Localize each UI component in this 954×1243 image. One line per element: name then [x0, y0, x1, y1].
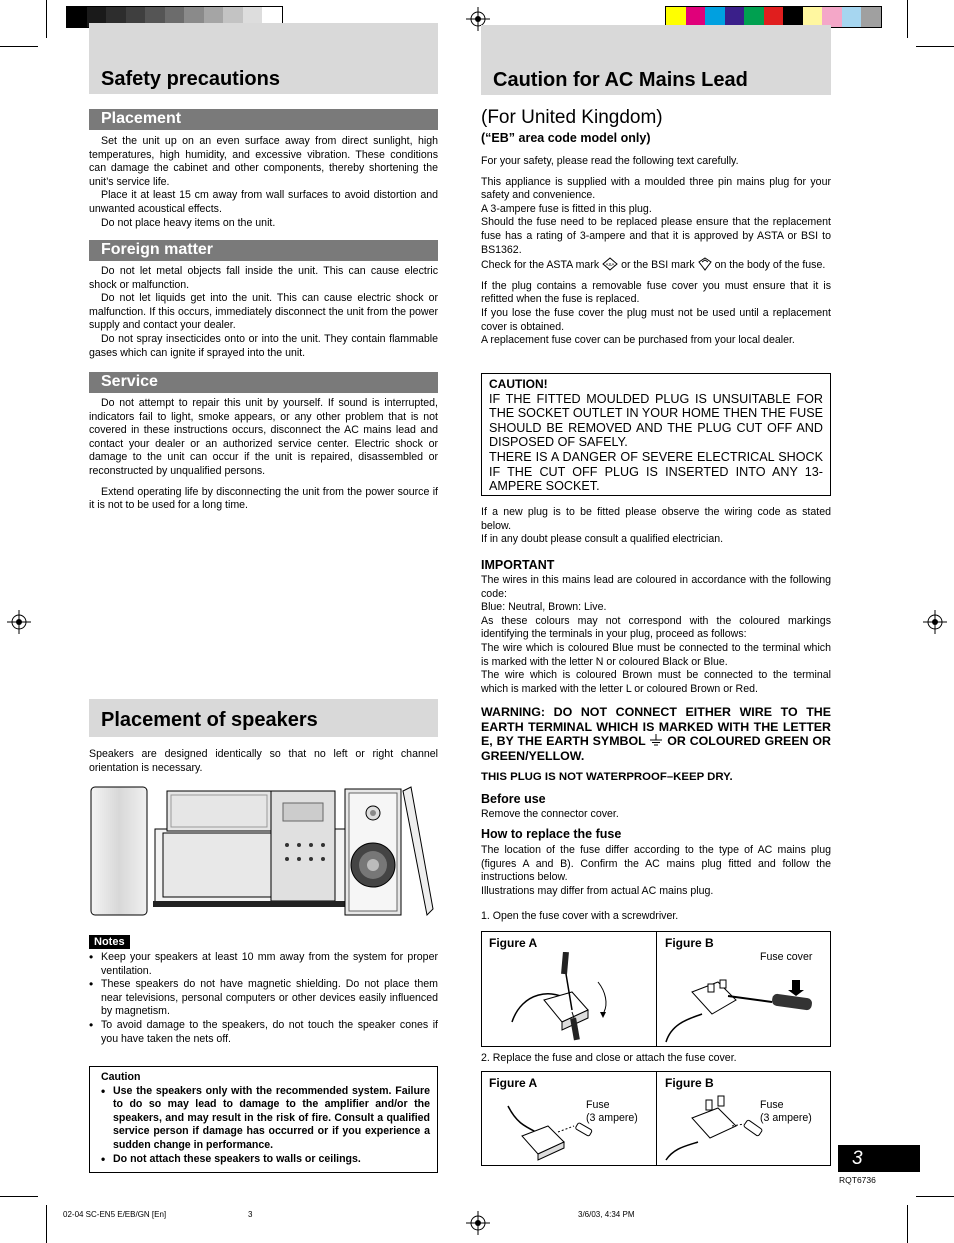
foreign-p1: Do not let metal objects fall inside the unit. This can cause electric shock or malfunction. — [89, 265, 438, 291]
figure-b-label-2: Figure B — [665, 1076, 714, 1090]
foreign-matter-heading: Foreign matter — [89, 240, 438, 261]
fuse-a-line1: Fuse — [586, 1099, 610, 1111]
earth-warning-b: OR COLOURED GREEN OR GREEN/YELLOW. — [481, 734, 832, 763]
color-swatch-11 — [861, 7, 881, 27]
gray-swatch-1 — [67, 7, 87, 27]
plug-screwdriver-b-illustration — [662, 962, 828, 1046]
ac-p-new1: If a new plug is to be fitted please observe the wiring code as stated below. — [481, 506, 831, 532]
ac-check-c: on the body of the fuse. — [714, 259, 826, 272]
bsi-kitemark-icon — [698, 257, 712, 271]
color-swatch-9 — [822, 7, 842, 27]
plug-caution-p2: THERE IS A DANGER OF SEVERE ELECTRICAL SHOCK IF THE CUT OFF PLUG IS INSERTED INTO ANY 13-AMPERE SOCKET. — [489, 449, 823, 494]
ac-p-cover3: A replacement fuse cover can be purchased from your local dealer. — [481, 334, 795, 347]
ac-subtitle: (For United Kingdom) — [481, 107, 663, 128]
color-swatch-1 — [666, 7, 686, 27]
color-swatch-7 — [783, 7, 803, 27]
color-swatch-2 — [686, 7, 706, 27]
asta-mark-icon — [602, 257, 618, 271]
ac-title: Caution for AC Mains Lead — [493, 69, 748, 91]
color-swatch-6 — [764, 7, 784, 27]
speaker-caution-content — [101, 1071, 430, 1166]
ac-intro-text — [481, 155, 831, 348]
plug-caution-title: CAUTION! — [489, 377, 548, 391]
ac-check-a: Check for the ASTA mark — [481, 259, 600, 272]
ac-check-b: or the BSI mark — [621, 259, 695, 272]
plug-caution-box — [481, 373, 831, 496]
speaker-notes — [89, 951, 438, 1046]
important-p1: The wires in this mains lead are coloured in accordance with the following code: — [481, 574, 831, 600]
ac-p-cover2: If you lose the fuse cover the plug must not be used until a replacement cover is obtained. — [481, 306, 831, 333]
speaker-note-2: • These speakers do not have magnetic shielding. Do not place them near televisions, personal computers or other devices easily influenced by magnetism. — [101, 978, 438, 1019]
step-1: 1. Open the fuse cover with a screwdriver. — [481, 910, 679, 922]
plug-caution-p1: IF THE FITTED MOULDED PLUG IS UNSUITABLE FOR THE SOCKET OUTLET IN YOUR HOME THEN THE FUSE SHOULD BE REMOVED AND THE PLUG CUT OFF AND DISPOSED OF SAFELY. — [489, 391, 823, 450]
replace-fuse-heading: How to replace the fuse — [481, 827, 622, 841]
ac-p-replace: Should the fuse need to be replaced please ensure that the replacement fuse has a rating of 3-ampere and that it is approved by ASTA or BSI to BS1362. — [481, 216, 831, 256]
speaker-caution-item-1: • Use the speakers only with the recommended system. Failure to do so may lead to damage to the amplifier and/or the speakers, and may result in the risk of fire. Consult a qualified service person if damage has occurred or if you experience a sudden change in performance. — [113, 1085, 430, 1153]
important-p5: The wire which is coloured Brown must be connected to the terminal which is marked with the letter L or coloured Brown or Red. — [481, 669, 831, 695]
important-p3: As these colours may not correspond with the coloured markings identifying the terminals in your plug, proceed as follows: — [481, 614, 831, 641]
important-text — [481, 574, 831, 696]
important-p4: The wire which is coloured Blue must be connected to the terminal which is marked with the letter N or coloured Black or Blue. — [481, 641, 831, 668]
earth-symbol-icon — [649, 734, 663, 746]
replace-fuse-text — [481, 844, 831, 898]
footer-file: 02-04 SC-EN5 E/EB/GN [En] — [63, 1210, 167, 1219]
doc-code: RQT6736 — [839, 1175, 876, 1185]
svg-text:ASA: ASA — [605, 262, 615, 268]
step-2: 2. Replace the fuse and close or attach the fuse cover. — [481, 1052, 737, 1064]
foreign-p2: Do not let liquids get into the unit. This can cause electric shock or malfunction. If this occurs, immediately disconnect the unit from the power supply and contact your dealer. — [89, 292, 438, 332]
important-heading: IMPORTANT — [481, 558, 555, 572]
earth-warning — [481, 705, 831, 763]
color-swatch-8 — [803, 7, 823, 27]
service-p2: Extend operating life by disconnecting the unit from the power source if it is not to be used for a long time. — [89, 485, 438, 512]
registration-mark-right — [923, 610, 947, 634]
placement-p2: Place it at least 15 cm away from wall surfaces to avoid distortion and unwanted acoustical effects. — [89, 189, 438, 215]
speaker-note-3: • To avoid damage to the speakers, do not touch the speaker cones if you have taken the nets off. — [101, 1019, 438, 1046]
footer-page: 3 — [248, 1210, 253, 1219]
notes-label: Notes — [89, 935, 130, 949]
foreign-matter-text — [89, 265, 438, 360]
replace-fuse-p2: Illustrations may differ from actual AC mains plug. — [481, 884, 714, 897]
speaker-caution-title: Caution — [101, 1071, 141, 1083]
color-swatch-10 — [842, 7, 862, 27]
plug-caution-content — [489, 377, 823, 494]
figure-table-replace — [481, 1071, 831, 1166]
speaker-caution-box — [89, 1066, 438, 1173]
registration-mark-left — [7, 610, 31, 634]
figure-table-open — [481, 931, 831, 1047]
color-swatch-5 — [744, 7, 764, 27]
ac-p-safety: For your safety, please read the following text carefully. — [481, 155, 739, 167]
new-plug-text — [481, 506, 831, 547]
speaker-note-1: • Keep your speakers at least 10 mm away from the system for proper ventilation. — [101, 951, 438, 978]
foreign-p3: Do not spray insecticides onto or into the unit. They contain flammable gases which can ignite if sprayed into the unit. — [89, 332, 438, 359]
waterproof-note: THIS PLUG IS NOT WATERPROOF–KEEP DRY. — [481, 771, 733, 783]
figure-a-label-1: Figure A — [489, 936, 538, 950]
fuse-cover-label: Fuse cover — [760, 951, 813, 963]
registration-mark-bottom — [466, 1211, 490, 1235]
before-use-heading: Before use — [481, 792, 546, 806]
speaker-system-illustration — [89, 783, 438, 919]
page-number: 3 — [852, 1148, 863, 1169]
placement-text — [89, 135, 438, 230]
earth-warning-a: WARNING: DO NOT CONNECT EITHER WIRE TO THE EARTH TERMINAL WHICH IS MARKED WITH THE LETTER E, BY THE EARTH SYMBOL — [481, 705, 831, 749]
placement-p1: Set the unit up on an even surface away from direct sunlight, high temperatures, high humidity, and excessive vibration. These conditions can damage the cabinet and other components, thereby shortening the unit’s service life. — [89, 135, 438, 188]
speakers-title: Placement of speakers — [101, 709, 318, 731]
ac-p-check — [481, 257, 831, 273]
footer-date: 3/6/03, 4:34 PM — [578, 1210, 635, 1219]
speaker-caution-item-2: • Do not attach these speakers to walls or ceilings. — [113, 1153, 430, 1167]
service-heading: Service — [89, 372, 438, 393]
color-swatch-3 — [705, 7, 725, 27]
ac-p-cover1: If the plug contains a removable fuse cover you must ensure that it is refitted when the fuse is replaced. — [481, 279, 831, 306]
fuse-replace-b-illustration — [662, 1094, 772, 1164]
ac-p-fitted: A 3-ampere fuse is fitted in this plug. — [481, 202, 652, 215]
ac-p-new2: If in any doubt please consult a qualified electrician. — [481, 533, 724, 546]
safety-title: Safety precautions — [101, 68, 280, 90]
before-use-text: Remove the connector cover. — [481, 808, 619, 820]
color-swatch-4 — [725, 7, 745, 27]
placement-heading: Placement — [89, 109, 438, 130]
figure-a-label-2: Figure A — [489, 1076, 538, 1090]
figure-b-label-1: Figure B — [665, 936, 714, 950]
service-p1: Do not attempt to repair this unit by yourself. If sound is interrupted, indicators fail to light, smoke appears, or any other problem that is not covered in these instructions occurs, disconnect the AC mains lead and contact your dealer or an authorized service center. Electric shock or damage to the unit can occur if the unit is repaired, disassembled or reconstructed by unqualified persons. — [89, 397, 438, 477]
replace-fuse-p1: The location of the fuse differ according to the type of AC mains plug (figures A and B). Confirm the AC mains plug fitted and follow the instructions below. — [481, 844, 831, 884]
fuse-a-line2: (3 ampere) — [586, 1112, 638, 1124]
plug-screwdriver-a-illustration — [502, 952, 642, 1044]
important-p2: Blue: Neutral, Brown: Live. — [481, 601, 607, 614]
fuse-b-line1: Fuse — [760, 1099, 784, 1111]
fuse-replace-a-illustration — [502, 1096, 612, 1162]
area-code: (“EB” area code model only) — [481, 131, 651, 145]
page-number-tab — [838, 1145, 920, 1172]
speakers-intro: Speakers are designed identically so that no left or right channel orientation is necessary. — [89, 748, 438, 774]
ac-p-supplied: This appliance is supplied with a moulded three pin mains plug for your safety and convenience. — [481, 175, 831, 202]
placement-p3: Do not place heavy items on the unit. — [101, 216, 276, 229]
fuse-b-line2: (3 ampere) — [760, 1112, 812, 1124]
service-text — [89, 397, 438, 513]
